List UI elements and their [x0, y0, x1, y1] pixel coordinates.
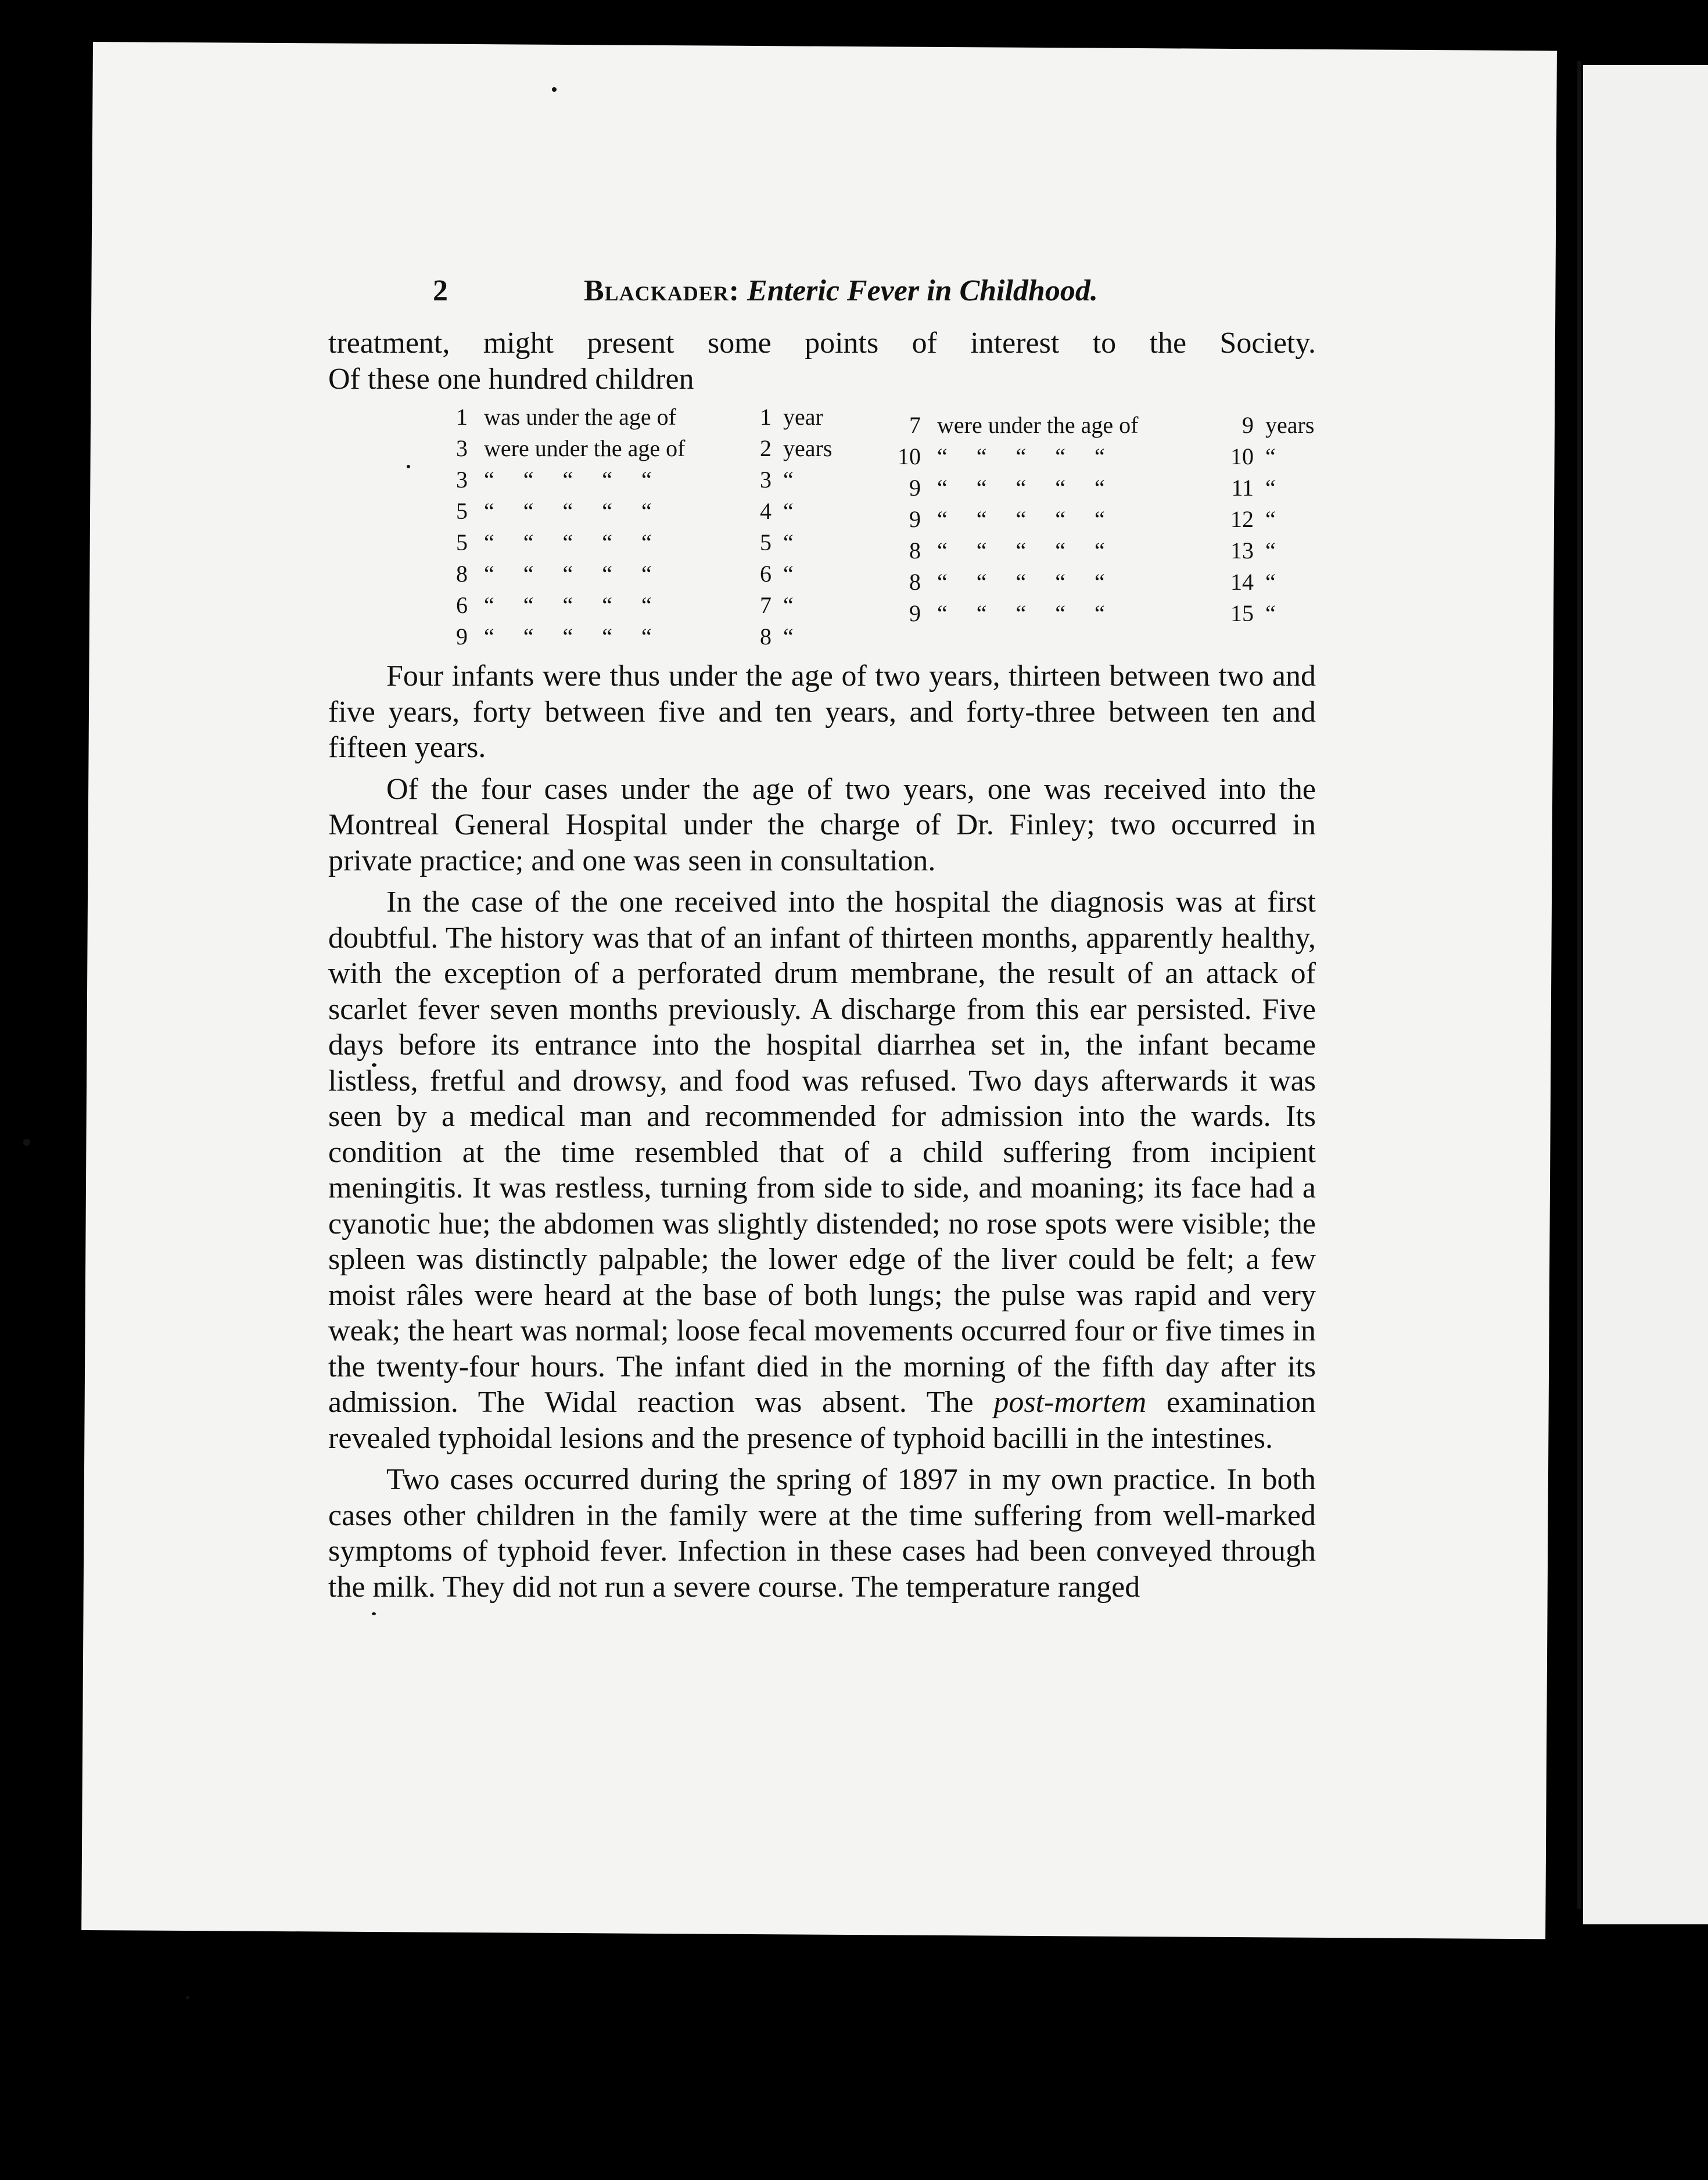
running-head — [328, 256, 1316, 325]
case-count: 10 — [898, 443, 921, 469]
case-count: 1 — [456, 404, 468, 430]
row-text: were under the age of — [484, 435, 686, 461]
age-unit: “ — [783, 623, 794, 650]
age-unit: “ — [1265, 600, 1276, 626]
hospital-case-text-end: examination revealed typhoidal lesions and the presence of typhoid bacilli in the intestines. — [328, 1386, 1316, 1455]
age-unit: “ — [1265, 537, 1276, 564]
case-count: 3 — [456, 467, 468, 493]
row-text: “ “ “ “ “ — [484, 561, 652, 587]
age-unit: years — [783, 435, 833, 461]
table-row — [886, 472, 1314, 504]
facing-page-edge — [1583, 65, 1708, 1924]
row-text: “ “ “ “ “ — [937, 569, 1105, 595]
case-count: 9 — [909, 475, 921, 501]
table-row — [886, 441, 1314, 472]
age-value: 7 — [760, 592, 772, 618]
ages-column-right — [886, 410, 1314, 629]
row-text: “ “ “ “ “ — [484, 529, 652, 555]
row-text: “ “ “ “ “ — [937, 443, 1105, 469]
age-value: 6 — [760, 561, 772, 587]
case-count: 9 — [456, 623, 468, 650]
table-row — [436, 527, 832, 558]
running-title — [584, 273, 1098, 309]
table-row — [436, 558, 832, 590]
intro-line-1: treatment, might present some points of interest to the Society. — [328, 327, 1316, 360]
row-text: “ “ “ “ “ — [937, 506, 1105, 532]
ages-table — [328, 401, 1316, 651]
case-count: 5 — [456, 498, 468, 524]
table-row — [886, 598, 1314, 629]
row-text: “ “ “ “ “ — [937, 537, 1105, 564]
age-value: 11 — [1231, 475, 1254, 501]
row-text: “ “ “ “ “ — [937, 475, 1105, 501]
hospital-case-text: In the case of the one received into the hospital the diagnosis was at first doubtful. The history was that of an infant of thirteen months, apparently healthy, with the exception of a perforated drum membrane, the result of an attack of scarlet fever seven months previously. A discharge from this ear persisted. Five days before its entrance into the hospital diarrhea set in, the infant became listless, fretful and drowsy, and food was refused. Two days afterwards it was seen by a medical man and recommended for admission into the wards. Its condition at the time resembled that of a child suffering from incipient meningitis. It was restless, turning from side to side, and moaning; its face had a cyanotic hue; the abdomen was slightly distended; no rose spots were visible; the spleen was distinctly palpable; the lower edge of the liver could be felt; a few moist râles were heard at the base of both lungs; the pulse was rapid and very weak; the heart was normal; loose fecal movements occurred four or five times in the twenty-four hours. The infant died in the morning of the fifth day after its admission. The Widal reaction was absent. The — [328, 885, 1316, 1419]
paragraph-age-summary: Four infants were thus under the age of two years, thirteen between two and five years, forty between five and ten years, and forty-three between ten and fifteen years. — [328, 659, 1316, 764]
case-count: 5 — [456, 529, 468, 555]
age-unit: “ — [1265, 475, 1276, 501]
age-value: 8 — [760, 623, 772, 650]
age-unit: “ — [783, 592, 794, 618]
table-row — [436, 621, 832, 652]
age-value: 2 — [760, 435, 772, 461]
table-row — [436, 433, 832, 464]
age-unit: “ — [783, 498, 794, 524]
case-count: 8 — [909, 569, 921, 595]
age-value: 1 — [760, 404, 772, 430]
paragraph-hospital-case — [328, 884, 1316, 1456]
age-unit: “ — [1265, 506, 1276, 532]
table-row — [886, 535, 1314, 566]
row-text: “ “ “ “ “ — [484, 467, 652, 493]
page-text — [328, 256, 1316, 1605]
row-text: were under the age of — [937, 412, 1139, 438]
page-number: 2 — [433, 274, 448, 307]
age-unit: “ — [1265, 569, 1276, 595]
post-mortem-term: post-mortem — [993, 1386, 1147, 1419]
table-row — [436, 464, 832, 496]
paragraph-private-practice: Two cases occurred during the spring of 1897 in my own practice. In both cases other children in the family were at the time suffering from well-marked symptoms of typhoid fever. Infection in these cases had been conveyed through the milk. They did not run a severe course. The temperature ranged — [328, 1463, 1316, 1604]
article-title: Enteric Fever in Childhood. — [747, 274, 1098, 307]
row-text: “ “ “ “ “ — [937, 600, 1105, 626]
table-row — [886, 504, 1314, 535]
case-count: 6 — [456, 592, 468, 618]
age-value: 4 — [760, 498, 772, 524]
row-text: “ “ “ “ “ — [484, 623, 652, 650]
age-value: 14 — [1230, 569, 1254, 595]
table-row — [436, 401, 832, 433]
age-value: 9 — [1242, 412, 1254, 438]
paragraph-under-two-cases: Of the four cases under the age of two years, one was received into the Montreal General Hospital under the charge of Dr. Finley; two occurred in private practice; and one was seen in consultation. — [328, 772, 1316, 877]
age-value: 10 — [1230, 443, 1254, 469]
table-row — [436, 590, 832, 621]
row-text: “ “ “ “ “ — [484, 498, 652, 524]
age-unit: years — [1265, 412, 1315, 438]
age-value: 12 — [1230, 506, 1254, 532]
age-unit: “ — [1265, 443, 1276, 469]
row-text: was under the age of — [484, 404, 676, 430]
age-unit: “ — [783, 467, 794, 493]
age-unit: “ — [783, 529, 794, 555]
age-unit: year — [783, 404, 823, 430]
age-value: 5 — [760, 529, 772, 555]
table-row — [886, 410, 1314, 441]
age-value: 15 — [1230, 600, 1254, 626]
intro-line-2: Of these one hundred children — [328, 362, 694, 396]
case-count: 3 — [456, 435, 468, 461]
age-value: 3 — [760, 467, 772, 493]
page-fold-shadow — [1577, 61, 1581, 1909]
ages-column-left — [436, 401, 832, 652]
author-name: Blackader: — [584, 274, 740, 307]
case-count: 9 — [909, 506, 921, 532]
row-text: “ “ “ “ “ — [484, 592, 652, 618]
case-count: 8 — [909, 537, 921, 564]
case-count: 9 — [909, 600, 921, 626]
age-value: 13 — [1230, 537, 1254, 564]
table-row — [886, 566, 1314, 598]
case-count: 7 — [909, 412, 921, 438]
age-unit: “ — [783, 561, 794, 587]
table-row — [436, 496, 832, 527]
case-count: 8 — [456, 561, 468, 587]
